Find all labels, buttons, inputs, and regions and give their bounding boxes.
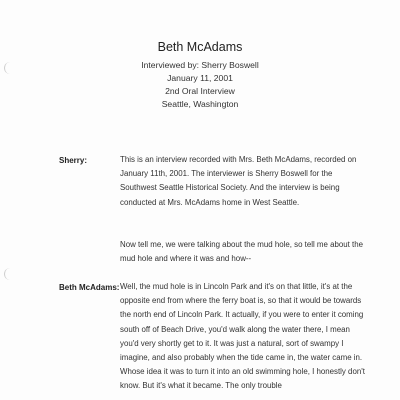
speaker-label: Beth McAdams: [59, 283, 120, 292]
transcript-paragraph: Well, the mud hole is in Lincoln Park and it's on that little, it's at the opposite end from where the ferry boat is, so that it would be towards the north end of Lincoln Park. It actually, if you were to enter it coming south off of Beach Drive, you'd walk along the water there, I mean you'd very shortly get to it. It was just a natural, sort of swampy I imagine, and also probably when the tide came in, the water came in. Whose idea it was to turn it into an old swimming hole, I honestly don't know. But it's what it became. The only trouble [120, 282, 365, 391]
document-header [0, 40, 400, 111]
interviewer-line: Interviewed by: Sherry Boswell [141, 60, 259, 70]
interview-location: Seattle, Washington [161, 99, 239, 109]
interviewee-name: Beth McAdams [157, 40, 243, 54]
interview-session: 2nd Oral Interview [165, 86, 235, 96]
speaker-label: Sherry: [59, 156, 88, 165]
punch-hole-mark [4, 268, 15, 280]
transcript-paragraph: Now tell me, we were talking about the mud hole, so tell me about the mud hole and where it was and how-- [120, 240, 363, 264]
interview-date: January 11, 2001 [167, 73, 233, 83]
transcript-paragraph: This is an interview recorded with Mrs. Beth McAdams, recorded on January 11th, 2001. The interviewer is Sherry Boswell for the Southwest Seattle Historical Society. And the interview is being conducted at Mrs. McAdams home in West Seattle. [120, 155, 357, 207]
